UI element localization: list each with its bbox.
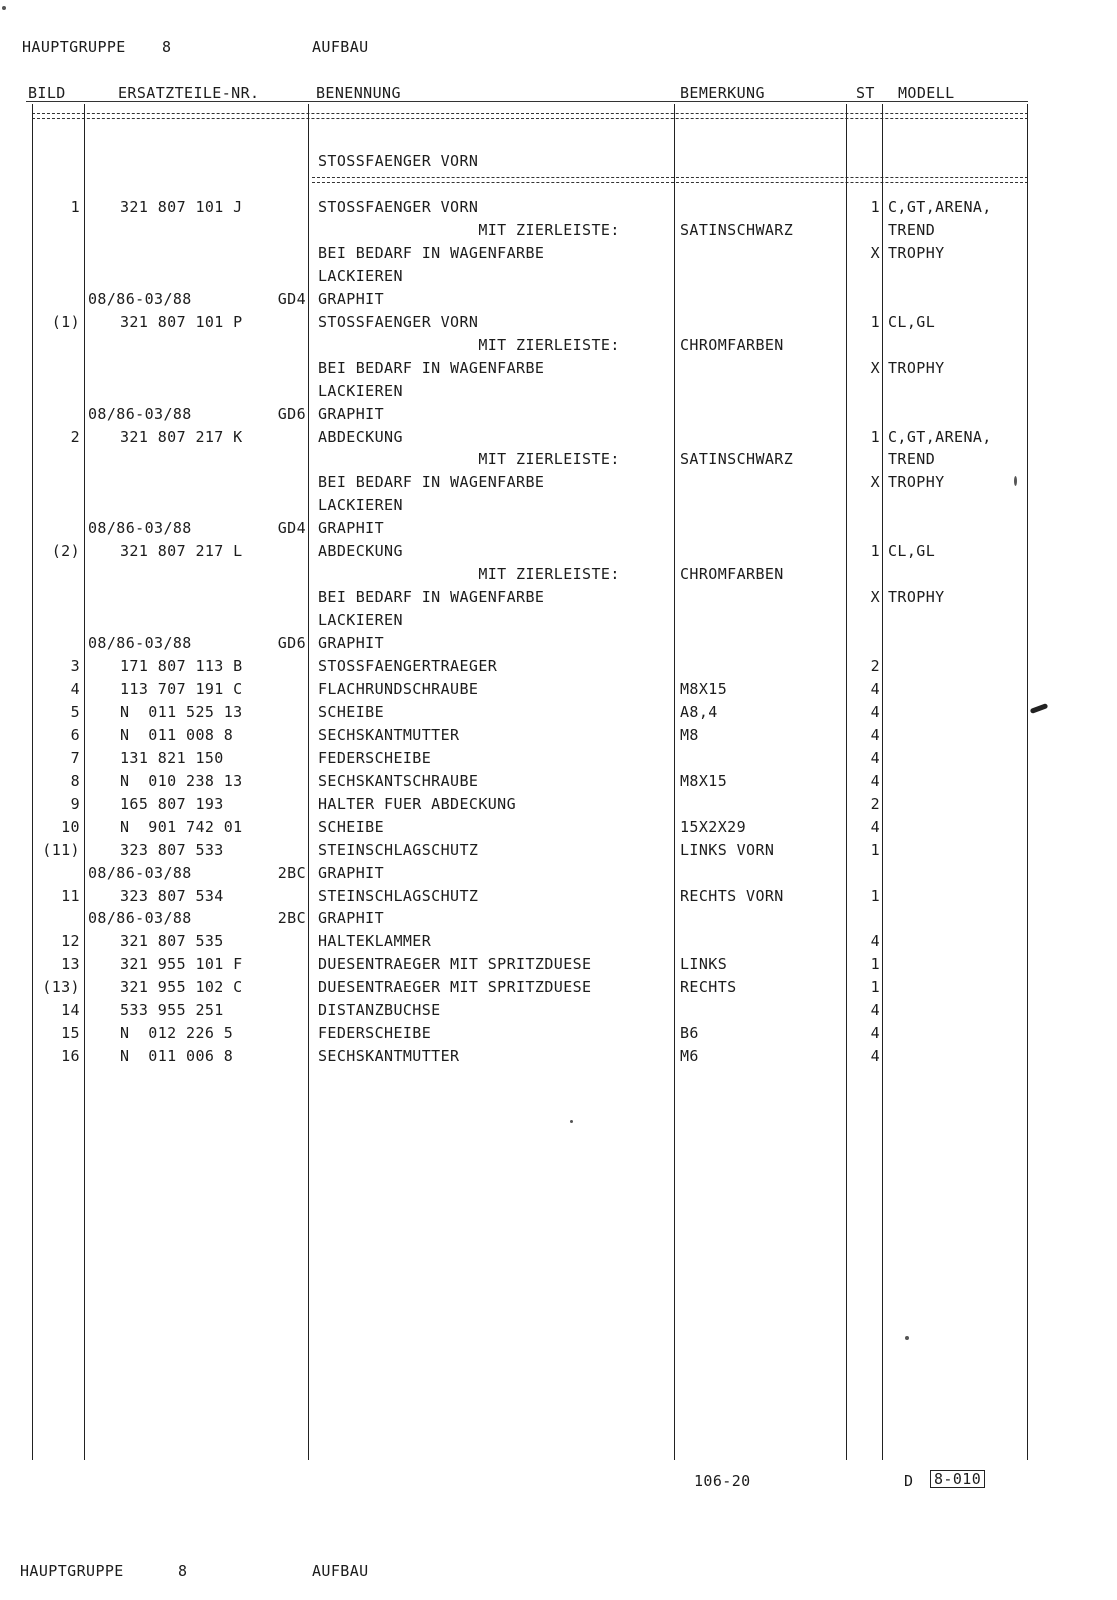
row-code: GD6	[277, 634, 306, 653]
row-st: 1	[870, 198, 880, 216]
row-date: 08/86-03/88	[88, 404, 192, 423]
row-bild: 7	[70, 748, 80, 767]
row-bemerkung: RECHTS VORN	[680, 886, 784, 905]
row-st: 1	[870, 542, 880, 561]
row-bemerkung: CHROMFARBEN	[680, 335, 784, 354]
row-benennung: MIT ZIERLEISTE:	[318, 450, 620, 469]
row-part-number: 321 807 101 P	[120, 312, 243, 331]
row-st: 4	[870, 817, 880, 836]
row-benennung: GRAPHIT	[318, 289, 385, 308]
row-st: 4	[870, 1047, 880, 1066]
page-code-box: 8-010	[930, 1470, 985, 1488]
row-benennung: FEDERSCHEIBE	[318, 748, 432, 767]
row-st: 1	[870, 886, 880, 905]
group-title: AUFBAU	[312, 38, 369, 56]
row-bild: 5	[70, 702, 80, 721]
row-bemerkung: M8X15	[680, 771, 728, 790]
column-line	[674, 104, 675, 1460]
column-line	[846, 104, 847, 1460]
row-modell: C,GT,ARENA,	[888, 198, 992, 216]
row-date: 08/86-03/88	[88, 519, 192, 538]
row-bemerkung: LINKS VORN	[680, 840, 775, 859]
row-bild: 12	[61, 932, 80, 951]
row-bild: (11)	[42, 840, 80, 859]
row-benennung: BEI BEDARF IN WAGENFARBE	[318, 243, 545, 262]
row-benennung: LACKIEREN	[318, 611, 403, 630]
row-modell: CL,GL	[888, 542, 936, 561]
column-header-benennung: BENENNUNG	[316, 84, 401, 102]
row-bemerkung: B6	[680, 1024, 699, 1043]
row-part-number: 323 807 533	[120, 840, 224, 859]
row-modell: TROPHY	[888, 588, 945, 607]
row-bild: 11	[61, 886, 80, 905]
row-st: 4	[870, 1024, 880, 1043]
row-part-number: 321 955 102 C	[120, 978, 243, 997]
row-part-number: 533 955 251	[120, 1001, 224, 1020]
row-part-number: 131 821 150	[120, 748, 224, 767]
row-benennung: FEDERSCHEIBE	[318, 1024, 432, 1043]
row-benennung: SCHEIBE	[318, 702, 385, 721]
row-bemerkung: M8	[680, 725, 699, 744]
row-bemerkung: RECHTS	[680, 978, 737, 997]
row-code: 2BC	[277, 863, 306, 882]
row-st: 2	[870, 657, 880, 675]
row-date: 08/86-03/88	[88, 863, 192, 882]
row-benennung: MIT ZIERLEISTE:	[318, 220, 620, 239]
row-st: 4	[870, 932, 880, 951]
row-bemerkung: M8X15	[680, 679, 728, 698]
row-date: 08/86-03/88	[88, 634, 192, 653]
row-bild: (2)	[51, 542, 80, 561]
row-benennung: GRAPHIT	[318, 909, 385, 928]
row-benennung: MIT ZIERLEISTE:	[318, 565, 620, 584]
column-header-st: ST	[856, 84, 875, 102]
row-modell: TREND	[888, 450, 936, 469]
row-bemerkung: CHROMFARBEN	[680, 565, 784, 584]
row-st: 1	[870, 427, 880, 446]
row-benennung: STOSSFAENGER VORN	[318, 198, 479, 216]
column-header-modell: MODELL	[898, 84, 955, 102]
row-benennung: BEI BEDARF IN WAGENFARBE	[318, 588, 545, 607]
row-code: GD4	[277, 519, 306, 538]
row-benennung: GRAPHIT	[318, 404, 385, 423]
row-benennung: HALTEKLAMMER	[318, 932, 432, 951]
row-part-number: N 011 006 8	[120, 1047, 234, 1066]
row-bild: 2	[70, 427, 80, 446]
section-double-rule-a	[312, 177, 1028, 178]
scan-speck	[1014, 476, 1017, 486]
row-modell: C,GT,ARENA,	[888, 427, 992, 446]
column-line	[84, 104, 85, 1460]
section-double-rule-b	[312, 182, 1028, 183]
row-bild: 4	[70, 679, 80, 698]
row-st: X	[870, 588, 880, 607]
row-benennung: ABDECKUNG	[318, 542, 403, 561]
row-bild: 3	[70, 657, 80, 675]
row-st: 4	[870, 771, 880, 790]
row-benennung: HALTER FUER ABDECKUNG	[318, 794, 517, 813]
row-part-number: N 011 008 8	[120, 725, 234, 744]
row-bild: 1	[70, 198, 80, 216]
row-st: 1	[870, 840, 880, 859]
column-header-bemerkung: BEMERKUNG	[680, 84, 765, 102]
section-title: STOSSFAENGER VORN	[318, 152, 479, 170]
row-st: 4	[870, 748, 880, 767]
row-benennung: DUESENTRAEGER MIT SPRITZDUESE	[318, 978, 592, 997]
row-bild: (1)	[51, 312, 80, 331]
row-st: X	[870, 243, 880, 262]
next-group-title: AUFBAU	[312, 1562, 369, 1580]
row-part-number: N 010 238 13	[120, 771, 243, 790]
column-line	[32, 104, 33, 1460]
row-benennung: SCHEIBE	[318, 817, 385, 836]
row-bemerkung: SATINSCHWARZ	[680, 220, 794, 239]
row-st: 1	[870, 978, 880, 997]
row-part-number: N 012 226 5	[120, 1024, 234, 1043]
row-part-number: N 011 525 13	[120, 702, 243, 721]
row-bild: 14	[61, 1001, 80, 1020]
language-code: D	[904, 1472, 914, 1490]
row-bemerkung: SATINSCHWARZ	[680, 450, 794, 469]
row-benennung: GRAPHIT	[318, 519, 385, 538]
row-part-number: 113 707 191 C	[120, 679, 243, 698]
column-line	[308, 104, 309, 1460]
row-benennung: GRAPHIT	[318, 634, 385, 653]
column-header-nr: ERSATZTEILE-NR.	[118, 84, 260, 102]
row-modell: TROPHY	[888, 473, 945, 492]
row-benennung: SECHSKANTMUTTER	[318, 725, 460, 744]
row-benennung: DUESENTRAEGER MIT SPRITZDUESE	[318, 955, 592, 974]
row-bild: 8	[70, 771, 80, 790]
row-date: 08/86-03/88	[88, 289, 192, 308]
row-bild: 6	[70, 725, 80, 744]
row-st: X	[870, 473, 880, 492]
row-code: GD4	[277, 289, 306, 308]
row-modell: CL,GL	[888, 312, 936, 331]
row-benennung: FLACHRUNDSCHRAUBE	[318, 679, 479, 698]
scan-speck	[905, 1336, 909, 1340]
group-label: HAUPTGRUPPE	[22, 38, 126, 56]
row-benennung: STEINSCHLAGSCHUTZ	[318, 886, 479, 905]
row-date: 08/86-03/88	[88, 909, 192, 928]
row-benennung: GRAPHIT	[318, 863, 385, 882]
row-code: 2BC	[277, 909, 306, 928]
row-part-number: 171 807 113 B	[120, 657, 243, 675]
row-benennung: STOSSFAENGERTRAEGER	[318, 657, 498, 675]
row-bild: (13)	[42, 978, 80, 997]
row-modell: TROPHY	[888, 243, 945, 262]
row-st: 1	[870, 312, 880, 331]
row-st: 2	[870, 794, 880, 813]
row-part-number: 321 807 217 K	[120, 427, 243, 446]
header-double-rule-a	[32, 113, 1028, 114]
row-part-number: 321 807 101 J	[120, 198, 243, 216]
row-part-number: 321 807 217 L	[120, 542, 243, 561]
row-benennung: STOSSFAENGER VORN	[318, 312, 479, 331]
row-st: 4	[870, 725, 880, 744]
row-benennung: SECHSKANTSCHRAUBE	[318, 771, 479, 790]
column-header-bild: BILD	[28, 84, 66, 102]
row-benennung: LACKIEREN	[318, 496, 403, 515]
row-st: 4	[870, 679, 880, 698]
row-bild: 16	[61, 1047, 80, 1066]
next-group-label: HAUPTGRUPPE	[20, 1562, 124, 1580]
group-number: 8	[162, 38, 172, 56]
row-part-number: 321 955 101 F	[120, 955, 243, 974]
row-benennung: DISTANZBUCHSE	[318, 1001, 441, 1020]
row-benennung: BEI BEDARF IN WAGENFARBE	[318, 358, 545, 377]
header-rule	[26, 101, 1028, 102]
row-st: 4	[870, 1001, 880, 1020]
row-benennung: ABDECKUNG	[318, 427, 403, 446]
page-reference: 106-20	[694, 1472, 751, 1490]
row-bild: 13	[61, 955, 80, 974]
row-benennung: SECHSKANTMUTTER	[318, 1047, 460, 1066]
row-code: GD6	[277, 404, 306, 423]
row-benennung: STEINSCHLAGSCHUTZ	[318, 840, 479, 859]
row-bemerkung: 15X2X29	[680, 817, 747, 836]
column-line	[882, 104, 883, 1460]
row-part-number: N 901 742 01	[120, 817, 243, 836]
row-bild: 9	[70, 794, 80, 813]
row-modell: TREND	[888, 220, 936, 239]
next-group-number: 8	[178, 1562, 188, 1580]
scan-speck	[2, 6, 6, 10]
row-part-number: 323 807 534	[120, 886, 224, 905]
row-part-number: 321 807 535	[120, 932, 224, 951]
row-benennung: LACKIEREN	[318, 381, 403, 400]
row-st: X	[870, 358, 880, 377]
row-benennung: BEI BEDARF IN WAGENFARBE	[318, 473, 545, 492]
row-benennung: LACKIEREN	[318, 266, 403, 285]
row-benennung: MIT ZIERLEISTE:	[318, 335, 620, 354]
row-modell: TROPHY	[888, 358, 945, 377]
row-bild: 15	[61, 1024, 80, 1043]
column-line	[1027, 104, 1028, 1460]
row-st: 4	[870, 702, 880, 721]
row-bemerkung: M6	[680, 1047, 699, 1066]
row-st: 1	[870, 955, 880, 974]
row-part-number: 165 807 193	[120, 794, 224, 813]
row-bemerkung: LINKS	[680, 955, 728, 974]
scan-speck	[570, 1120, 573, 1123]
header-double-rule-b	[32, 118, 1028, 119]
scan-speck	[1030, 703, 1049, 714]
row-bild: 10	[61, 817, 80, 836]
row-bemerkung: A8,4	[680, 702, 718, 721]
